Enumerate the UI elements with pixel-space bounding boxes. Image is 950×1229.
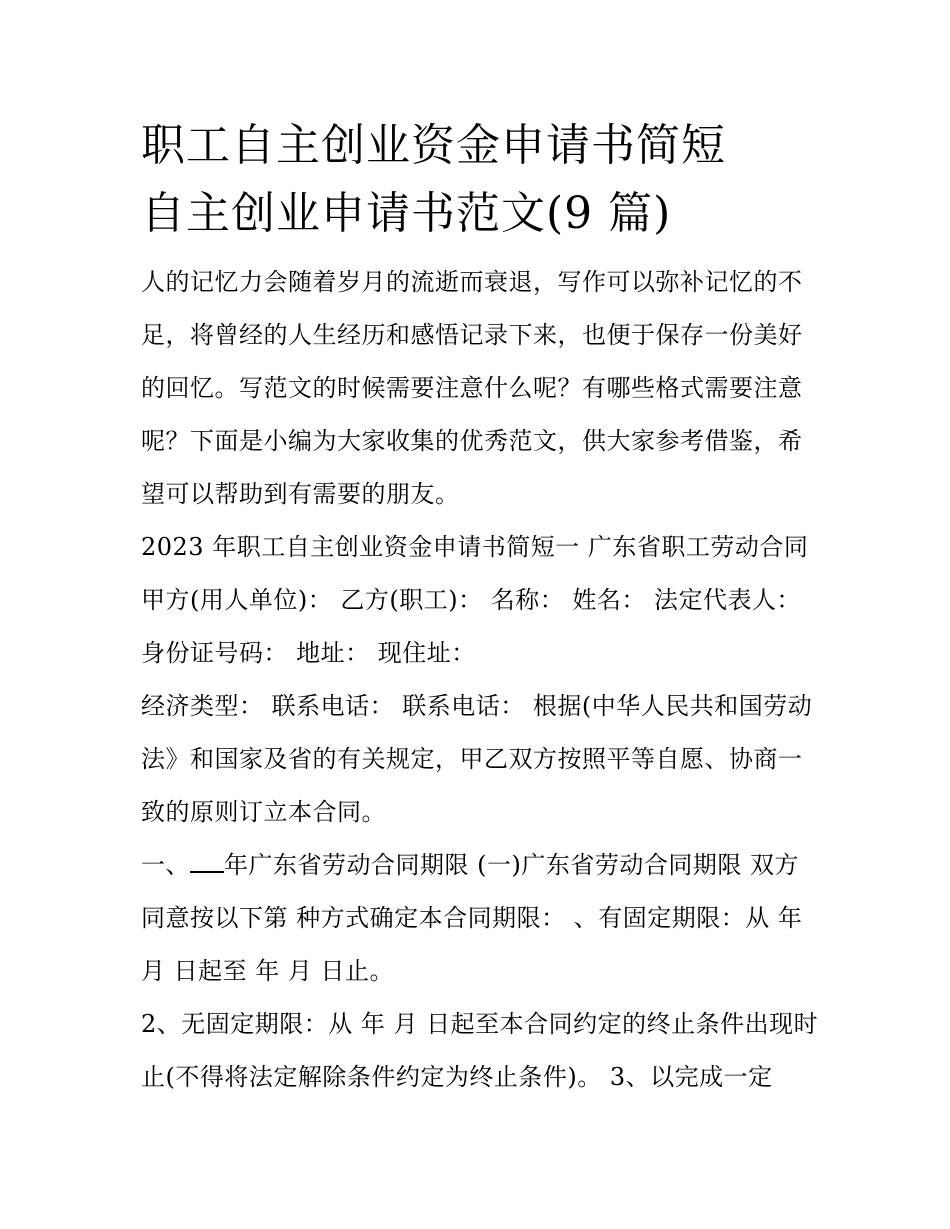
section-1-prefix: 一、 xyxy=(141,851,190,879)
section-1-text: 年广东省劳动合同期限 (一)广东省劳动合同期限 双方同意按以下第 种方式确定本合同期限： 、有固定期限：从 年月 日起至 年 月 日止。 xyxy=(141,851,803,985)
document-page xyxy=(141,112,821,1104)
contract-heading: 2023 年职工自主创业资金申请书简短一 广东省职工劳动合同 xyxy=(141,533,809,561)
intro-paragraph: 人的记忆力会随着岁月的流逝而衰退，写作可以弥补记忆的不足，将曾经的人生经历和感悟记录下来，也便于保存一份美好的回忆。写范文的时候需要注意什么呢？有哪些格式需要注意呢？下面是小编为大家收集的优秀范文，供大家参考借鉴，希望可以帮助到有需要的朋友。 xyxy=(141,268,803,508)
economic-type-paragraph: 经济类型： 联系电话： 联系电话： 根据(中华人民共和国劳动法》和国家及省的有关规定，甲乙双方按照平等自愿、协商一致的原则订立本合同。 xyxy=(141,692,813,826)
section-1-paragraph xyxy=(141,839,821,998)
parties-line: 甲方(用人单位)： 乙方(职工)： 名称： 姓名： 法定代表人： xyxy=(141,586,801,614)
id-address-line: 身份证号码： 地址： 现住址： xyxy=(141,639,476,667)
section-2-paragraph: 2、无固定期限：从 年 月 日起至本合同约定的终止条件出现时止(不得将法定解除条件约定为终止条件)。 3、以完成一定 xyxy=(141,1010,819,1091)
title-line-2: 自主创业申请书范文(9 篇) xyxy=(141,188,672,239)
document-title xyxy=(141,112,821,248)
title-line-1: 职工自主创业资金申请书简短 xyxy=(141,120,726,171)
fill-in-blank xyxy=(190,849,224,873)
